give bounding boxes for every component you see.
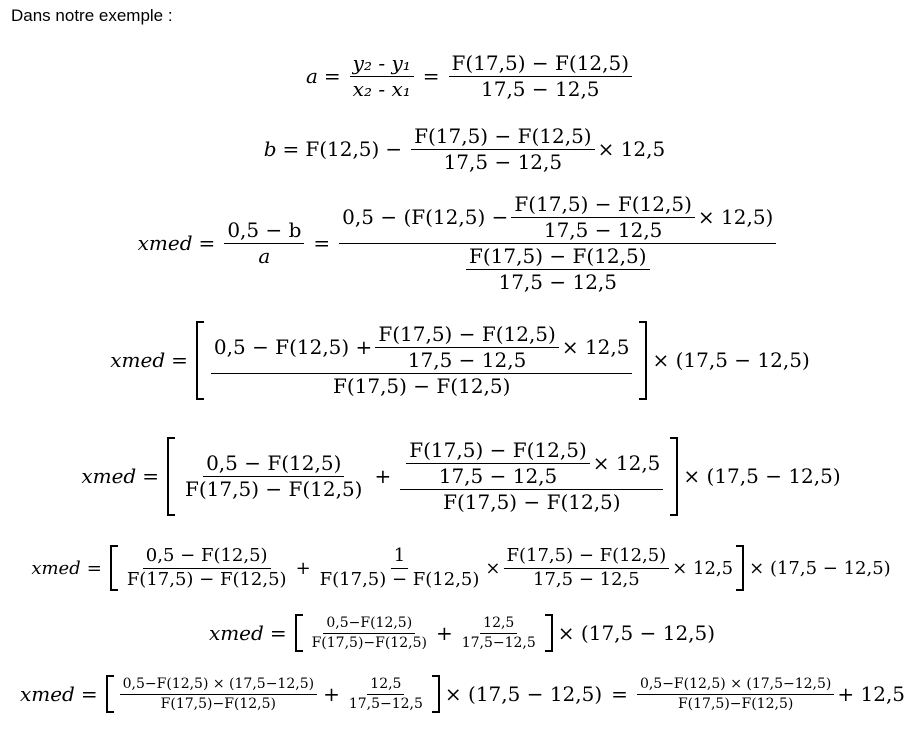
eq4-lhs: xmed bbox=[110, 348, 166, 372]
eq6-fraction-3 bbox=[504, 546, 670, 590]
eq8-f1-denominator: F(17,5)−F(12,5) bbox=[160, 695, 277, 712]
eq3-fraction-expanded bbox=[339, 193, 776, 294]
intro-text: Dans notre exemple : bbox=[11, 6, 173, 25]
eq6-bracket: $\frac{0,5 - F(12,5)}{F(17,5) - F(12,5)}$ + $\frac{1}{F(17,5) - F(12,5)}$ × $\frac{F(17,5) - F(12,5)}{17,5 - 12,5}$ × 12,5 bbox=[110, 545, 744, 591]
eq1-frac2-numerator: F(17,5) − F(12,5) bbox=[449, 52, 633, 77]
eq5-inner-numerator: F(17,5) − F(12,5) bbox=[406, 439, 590, 464]
eq1-lhs: a bbox=[305, 64, 318, 88]
eq8-bracket: $\frac{0,5-F(12,5) \times (17,5-12,5)}{F(17,5)-F(12,5)}$ + $\frac{12,5}{17,5-12,5}$ bbox=[106, 675, 440, 712]
eq3-frac1-numerator: 0,5 − b bbox=[224, 219, 304, 244]
eq4-denominator: F(17,5) − F(12,5) bbox=[332, 373, 511, 398]
eq3-den-numerator: F(17,5) − F(12,5) bbox=[466, 245, 650, 270]
eq6-f2-numerator: 1 bbox=[391, 546, 408, 569]
eq3-numerator-tail: × 12,5) bbox=[697, 204, 774, 229]
eq7-bracket: $\frac{0,5-F(12,5)}{F(17,5)-F(12,5)}$ + $\frac{12,5}{17,5-12,5}$ bbox=[295, 614, 553, 651]
eq4-big-fraction bbox=[211, 323, 633, 398]
eq6-fraction-1 bbox=[124, 546, 290, 590]
eq8-f3-denominator: F(17,5)−F(12,5) bbox=[677, 695, 794, 712]
eq5-f1-denominator: F(17,5) − F(12,5) bbox=[184, 476, 363, 501]
eq6-lhs: xmed bbox=[31, 557, 81, 579]
eq6-fraction-2 bbox=[317, 546, 483, 590]
eq5-inner-fraction bbox=[406, 439, 590, 488]
eq5-inner-tail: × 12,5 bbox=[592, 450, 661, 475]
eq4-bracket bbox=[196, 321, 648, 400]
eq5-tail: × (17,5 − 12,5) bbox=[683, 464, 841, 488]
eq5-f2-denominator: F(17,5) − F(12,5) bbox=[443, 489, 621, 514]
eq5-lhs: xmed bbox=[81, 464, 137, 488]
eq2-tail: × 12,5 bbox=[597, 137, 666, 161]
eq2-lhs: b bbox=[263, 137, 277, 161]
eq3-fraction-simple bbox=[224, 219, 304, 268]
eq3-inner-denominator: 17,5 − 12,5 bbox=[543, 217, 663, 242]
eq7-tail: × (17,5 − 12,5) bbox=[557, 621, 716, 645]
eq7-lhs: xmed bbox=[208, 621, 264, 645]
eq8-f2-denominator: 17,5−12,5 bbox=[348, 695, 423, 712]
eq4-tail: × (17,5 − 12,5) bbox=[652, 348, 810, 372]
eq2-frac-denominator: 17,5 − 12,5 bbox=[443, 149, 563, 174]
eq1-frac2-denominator: 17,5 − 12,5 bbox=[481, 76, 600, 101]
eq7-fraction-2 bbox=[459, 615, 539, 650]
eq3-denominator-fraction bbox=[466, 245, 650, 294]
eq8-fraction-1 bbox=[120, 676, 317, 711]
eq6-f3-denominator: 17,5 − 12,5 bbox=[533, 568, 640, 590]
eq1-frac1-numerator: y₂ - y₁ bbox=[350, 52, 414, 77]
eq7-f2-numerator: 12,5 bbox=[480, 615, 517, 633]
eq5-fraction-1 bbox=[182, 452, 366, 501]
eq1-frac1-denominator: x₂ - x₁ bbox=[352, 76, 411, 101]
eq6-f3-numerator: F(17,5) − F(12,5) bbox=[504, 546, 670, 569]
eq5-f1-numerator: 0,5 − F(12,5) bbox=[203, 452, 344, 477]
eq3-numerator-lead: 0,5 − (F(12,5) − bbox=[342, 204, 509, 229]
eq3-inner-numerator: F(17,5) − F(12,5) bbox=[511, 193, 695, 218]
eq3-inner-fraction bbox=[511, 193, 695, 242]
eq3-den-denominator: 17,5 − 12,5 bbox=[498, 269, 618, 294]
eq3-frac1-denominator: a bbox=[258, 243, 271, 268]
eq4-inner-numerator: F(17,5) − F(12,5) bbox=[375, 323, 559, 348]
eq1-fraction-values bbox=[449, 52, 633, 101]
eq5-bracket: $\frac{0,5 - F(12,5)}{F(17,5) - F(12,5)}$ + $\frac{F(17,5) - F(12,5)}{17,5 - 12,5}$ × 12,5 F(17,5) − F(12,5) bbox=[167, 437, 678, 516]
eq7-f2-denominator: 17,5−12,5 bbox=[461, 634, 536, 651]
eq3-lhs: xmed bbox=[137, 231, 193, 255]
eq2-first-term: F(12,5) bbox=[305, 137, 380, 161]
eq6-tail: × (17,5 − 12,5) bbox=[749, 557, 891, 579]
eq7-f1-denominator: F(17,5)−F(12,5) bbox=[311, 634, 427, 651]
eq6-inner-tail: × 12,5 bbox=[672, 557, 734, 579]
eq8-fraction-2 bbox=[346, 676, 426, 711]
eq8-fraction-3 bbox=[637, 676, 834, 711]
eq8-lhs: xmed bbox=[19, 682, 75, 706]
eq1-fraction-slope bbox=[350, 52, 414, 101]
eq7-fraction-1 bbox=[309, 615, 430, 650]
eq8-mid: × (17,5 − 12,5) bbox=[444, 682, 603, 706]
eq6-f1-denominator: F(17,5) − F(12,5) bbox=[126, 568, 287, 590]
eq4-inner-fraction bbox=[375, 323, 559, 372]
eq4-inner-denominator: 17,5 − 12,5 bbox=[407, 347, 527, 372]
eq8-f2-numerator: 12,5 bbox=[367, 676, 404, 694]
eq2-fraction bbox=[411, 125, 595, 174]
eq7-f1-numerator: 0,5−F(12,5) bbox=[323, 615, 415, 633]
eq8-tail: + 12,5 bbox=[837, 682, 906, 706]
eq6-f2-denominator: F(17,5) − F(12,5) bbox=[319, 568, 480, 590]
eq8-f3-numerator: 0,5−F(12,5) × (17,5−12,5) bbox=[637, 676, 834, 694]
eq5-inner-denominator: 17,5 − 12,5 bbox=[438, 463, 558, 488]
eq6-f1-numerator: 0,5 − F(12,5) bbox=[143, 546, 271, 569]
eq2-frac-numerator: F(17,5) − F(12,5) bbox=[411, 125, 595, 150]
eq4-numerator-tail: × 12,5 bbox=[561, 334, 630, 359]
eq5-fraction-2 bbox=[400, 439, 663, 514]
eq8-f1-numerator: 0,5−F(12,5) × (17,5−12,5) bbox=[120, 676, 317, 694]
eq4-numerator-lead: 0,5 − F(12,5) + bbox=[213, 334, 373, 359]
